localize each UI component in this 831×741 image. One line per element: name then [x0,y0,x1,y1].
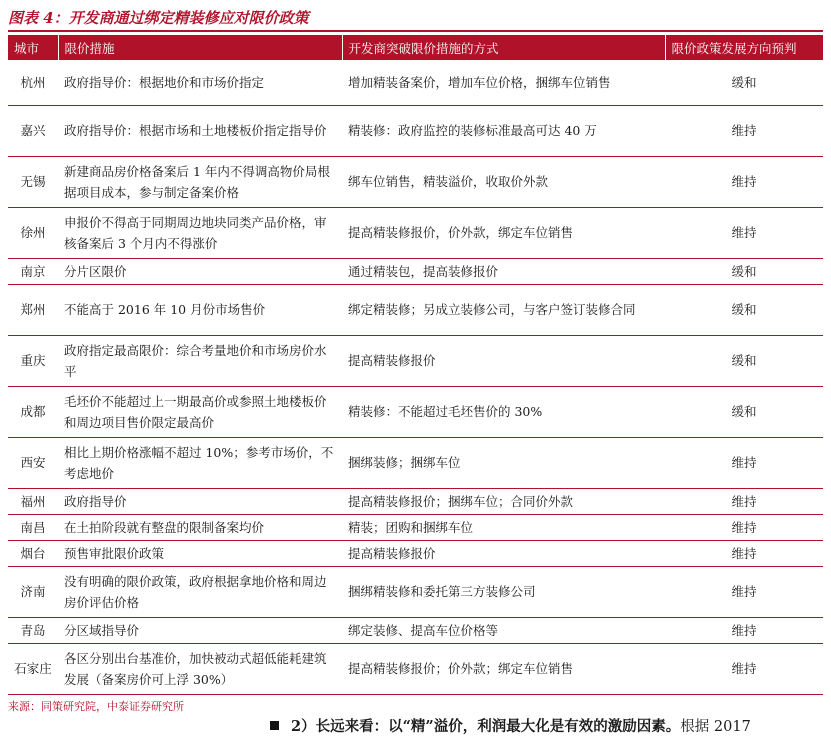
table-header-row [8,35,823,60]
method-cell: 增加精装备案价，增加车位价格，捆绑车位销售 [342,60,665,105]
column-header-method: 开发商突破限价措施的方式 [342,35,665,60]
method-cell: 通过精装包，提高装修报价 [342,258,665,284]
table-row [8,566,823,617]
measure-cell: 申报价不得高于同期周边地块同类产品价格，审核备案后 3 个月内不得涨价 [58,207,342,258]
city-cell: 烟台 [8,540,58,566]
column-header-trend: 限价政策发展方向预判 [665,35,823,60]
measure-cell: 分片区限价 [58,258,342,284]
table-row [8,258,823,284]
column-header-measure: 限价措施 [58,35,342,60]
trend-cell: 维持 [665,617,823,643]
method-cell: 绑定装修、提高车位价格等 [342,617,665,643]
method-cell: 提高精装修报价 [342,335,665,386]
city-cell: 南京 [8,258,58,284]
source-note: 来源：同策研究院，中泰证券研究所 [8,700,184,713]
city-cell: 郑州 [8,284,58,335]
table-row [8,207,823,258]
measure-cell: 政府指定最高限价：综合考量地价和市场房价水平 [58,335,342,386]
trend-cell: 缓和 [665,335,823,386]
table-row [8,386,823,437]
measure-cell: 分区域指导价 [58,617,342,643]
table-row [8,156,823,207]
city-cell: 福州 [8,488,58,514]
method-cell: 精装；团购和捆绑车位 [342,514,665,540]
table-row [8,643,823,694]
trend-cell: 缓和 [665,60,823,105]
trend-cell: 维持 [665,156,823,207]
method-cell: 提高精装修报价 [342,540,665,566]
table-row [8,437,823,488]
city-cell: 青岛 [8,617,58,643]
trend-cell: 缓和 [665,386,823,437]
table-row [8,105,823,156]
table-row [8,60,823,105]
city-cell: 杭州 [8,60,58,105]
trend-cell: 维持 [665,514,823,540]
square-bullet-icon [270,721,279,730]
table-row [8,617,823,643]
method-cell: 提高精装修报价；捆绑车位；合同价外款 [342,488,665,514]
table-row [8,540,823,566]
column-header-city: 城市 [8,35,58,60]
method-cell: 捆绑装修；捆绑车位 [342,437,665,488]
method-cell: 绑车位销售，精装溢价，收取价外款 [342,156,665,207]
method-cell: 捆绑精装修和委托第三方装修公司 [342,566,665,617]
trend-cell: 维持 [665,207,823,258]
measure-cell: 在土拍阶段就有整盘的限制备案均价 [58,514,342,540]
city-cell: 重庆 [8,335,58,386]
city-cell: 成都 [8,386,58,437]
trend-cell: 维持 [665,488,823,514]
city-cell: 济南 [8,566,58,617]
trend-cell: 维持 [665,105,823,156]
measure-cell: 毛坯价不能超过上一期最高价或参照土地楼板价和周边项目售价限定最高价 [58,386,342,437]
table-row [8,488,823,514]
city-cell: 石家庄 [8,643,58,694]
table-row [8,284,823,335]
measure-cell: 政府指导价 [58,488,342,514]
method-cell: 精装修：不能超过毛坯售价的 30% [342,386,665,437]
trend-cell: 维持 [665,566,823,617]
body-text-bold: 2）长远来看：以“精”溢价，利润最大化是有效的激励因素。 [291,718,681,735]
city-cell: 嘉兴 [8,105,58,156]
trend-cell: 维持 [665,540,823,566]
measure-cell: 相比上期价格涨幅不超过 10%；参考市场价，不考虑地价 [58,437,342,488]
measure-cell: 没有明确的限价政策，政府根据拿地价格和周边房价评估价格 [58,566,342,617]
measure-cell: 不能高于 2016 年 10 月份市场售价 [58,284,342,335]
city-cell: 南昌 [8,514,58,540]
trend-cell: 维持 [665,643,823,694]
trend-cell: 维持 [665,437,823,488]
measure-cell: 新建商品房价格备案后 1 年内不得调高物价局根据项目成本，参与制定备案价格 [58,156,342,207]
measure-cell: 政府指导价：根据市场和土地楼板价指定指导价 [58,105,342,156]
body-text-normal: 根据 2017 [680,719,751,735]
method-cell: 绑定精装修；另成立装修公司，与客户签订装修合同 [342,284,665,335]
method-cell: 精装修：政府监控的装修标准最高可达 40 万 [342,105,665,156]
city-cell: 无锡 [8,156,58,207]
measure-cell: 政府指导价：根据地价和市场价指定 [58,60,342,105]
measure-cell: 各区分别出台基准价，加快被动式超低能耗建筑发展（备案房价可上浮 30%） [58,643,342,694]
trend-cell: 缓和 [665,284,823,335]
city-cell: 西安 [8,437,58,488]
method-cell: 提高精装修报价；价外款；绑定车位销售 [342,643,665,694]
table-row [8,514,823,540]
body-text-line [270,716,831,740]
table-row [8,335,823,386]
policy-table [8,35,823,695]
measure-cell: 预售审批限价政策 [58,540,342,566]
trend-cell: 缓和 [665,258,823,284]
city-cell: 徐州 [8,207,58,258]
figure-title: 图表 4：开发商通过绑定精装修应对限价政策 [8,6,823,32]
method-cell: 提高精装修报价，价外款，绑定车位销售 [342,207,665,258]
